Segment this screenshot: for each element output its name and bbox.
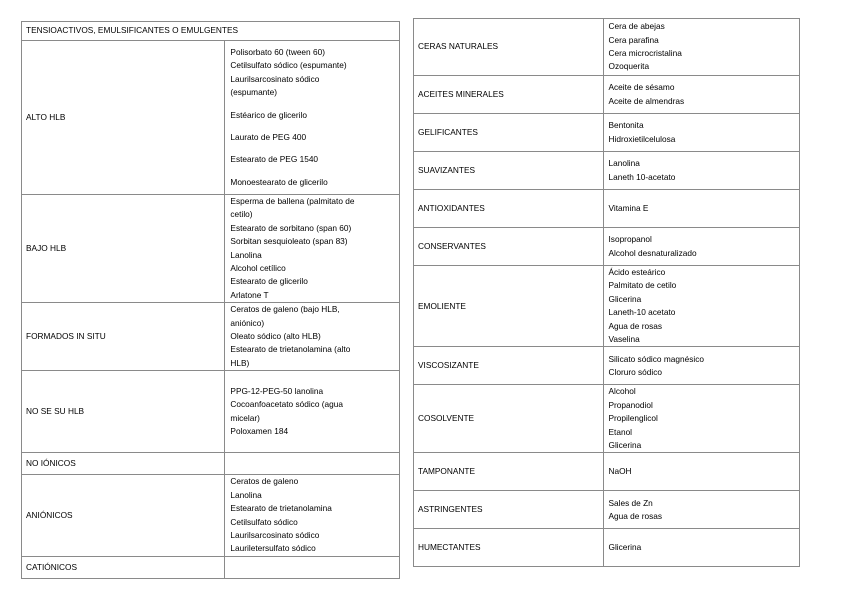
item-text: Propanodiol [608,399,653,410]
item-text: aniónico) [230,317,265,328]
item-text: Laneth 10-acetato [608,171,676,182]
item-text: Silicato sódico magnésico [608,353,704,364]
category-cell: CERAS NATURALES [414,19,604,76]
emulsifiers-table [21,21,400,579]
table-row [414,228,800,266]
item-text: Palmitato de cetilo [608,280,677,291]
item-text: Cera de abejas [608,21,665,32]
item-text: Vaselina [608,334,640,345]
category-cell: NO IÓNICOS [22,453,225,475]
item-text: Cloruro sódico [608,366,662,377]
table-row [414,347,800,385]
item-text: Lanolina [608,158,640,169]
table-row [22,453,400,475]
item-text: Aceite de almendras [608,95,685,106]
category-cell: CATIÓNICOS [22,556,225,578]
items-cell [603,190,800,228]
item-text: HLB) [230,357,250,368]
item-text: Poloxamen 184 [230,426,289,437]
table-header: TENSIOACTIVOS, EMULSIFICANTES O EMULGENTES [22,22,400,41]
item-text: Alcohol [608,386,636,397]
item-text: Sorbitan sesquioleato (span 83) [230,236,348,247]
table-row [22,303,400,371]
table-row [414,491,800,529]
item-text: Lanolina [230,249,262,260]
item-text: Aceite de sésamo [608,82,675,93]
item-text: Estearato de glicerilo [230,276,308,287]
item-text: Hidroxietilcelulosa [608,133,676,144]
category-cell: ASTRINGENTES [414,491,604,529]
items-cell [603,152,800,190]
items-cell [603,114,800,152]
items-cell [603,385,800,453]
item-text: Etanol [608,426,633,437]
category-cell: ANIÓNICOS [22,475,225,556]
item-text: (espumante) [230,87,277,98]
item-text: cetilo) [230,209,253,220]
table-row [414,190,800,228]
item-text: Estearato de trietanolamina [230,503,332,514]
category-cell: SUAVIZANTES [414,152,604,190]
category-cell: EMOLIENTE [414,266,604,347]
items-cell [225,556,400,578]
category-cell: TAMPONANTE [414,453,604,491]
category-cell: BAJO HLB [22,195,225,303]
item-text: Propilenglicol [608,413,658,424]
item-text: Cera parafina [608,34,659,45]
table-header-row [22,22,400,41]
item-text: Cetilsulfato sódico [230,516,298,527]
items-cell [225,195,400,303]
ingredients-table [413,18,800,567]
item-text: Vitamina E [608,202,649,213]
item-text: Laurilsarcosinato sódico [230,73,320,84]
table-row [414,152,800,190]
item-text: Polisorbato 60 (tween 60) [230,46,325,57]
item-text: Estéarico de glicerilo [230,109,307,120]
table-row [22,41,400,195]
item-text: Glicerina [608,440,642,451]
table-row [414,385,800,453]
item-text: Ozoquerita [608,61,650,72]
items-cell [603,266,800,347]
category-cell: COSOLVENTE [414,385,604,453]
item-text: Esperma de ballena (palmitato de [230,196,355,206]
item-text: Cetilsulfato sódico (espumante) [230,60,347,71]
item-text: Ácido esteárico [608,267,666,277]
category-cell: NO SE SU HLB [22,371,225,453]
category-cell: HUMECTANTES [414,529,604,567]
items-cell [225,371,400,453]
items-cell [225,303,400,371]
table-row [414,529,800,567]
item-text: Monoestearato de glicerilo [230,176,328,187]
items-cell [603,453,800,491]
category-cell: GELIFICANTES [414,114,604,152]
item-text: Ceratos de galeno [230,476,299,487]
table-row [414,19,800,76]
item-text: Lanolina [230,489,262,500]
item-text: Arlatone T [230,289,269,300]
table-row [22,195,400,303]
category-cell: VISCOSIZANTE [414,347,604,385]
item-text: Laurilsarcosinato sódico [230,529,320,540]
table-row [414,114,800,152]
item-text: Estearato de sorbitano (span 60) [230,222,352,233]
items-cell [225,475,400,556]
table-row [22,475,400,556]
items-cell [603,491,800,529]
item-text: Lauriletersulfato sódico [230,543,316,554]
item-text: Laneth-10 acetato [608,307,676,318]
item-text: Sales de Zn [608,497,653,508]
items-cell [225,453,400,475]
item-text: Agua de rosas [608,510,663,521]
items-cell [225,41,400,195]
item-text: Alcohol desnaturalizado [608,247,697,258]
item-text: Oleato sódico (alto HLB) [230,331,321,342]
item-text: PPG-12-PEG-50 lanolina [230,385,324,396]
item-text: Estearato de PEG 1540 [230,154,319,165]
item-text: Isopropanol [608,234,652,245]
items-cell [603,347,800,385]
items-cell [603,19,800,76]
table-row [22,371,400,453]
category-cell: CONSERVANTES [414,228,604,266]
category-cell: FORMADOS IN SITU [22,303,225,371]
item-text: micelar) [230,412,260,423]
category-cell: ALTO HLB [22,41,225,195]
category-cell: ACEITES MINERALES [414,76,604,114]
item-text: Estearato de trietanolamina (alto [230,344,351,355]
item-text: Glicerina [608,293,642,304]
item-text: Cera microcristalina [608,48,682,58]
item-text: Laurato de PEG 400 [230,131,307,142]
items-cell [603,76,800,114]
item-text: Bentonita [608,120,644,131]
item-text: Cocoanfoacetato sódico (agua [230,399,343,410]
item-text: Agua de rosas [608,320,663,331]
item-text: Ceratos de galeno (bajo HLB, [230,304,340,315]
category-cell: ANTIOXIDANTES [414,190,604,228]
table-row [414,453,800,491]
items-cell [603,529,800,567]
table-row [22,556,400,578]
item-text: NaOH [608,466,632,477]
table-row [414,266,800,347]
table-row [414,76,800,114]
item-text: Alcohol cetílico [230,263,286,274]
items-cell [603,228,800,266]
item-text: Glicerina [608,542,642,553]
